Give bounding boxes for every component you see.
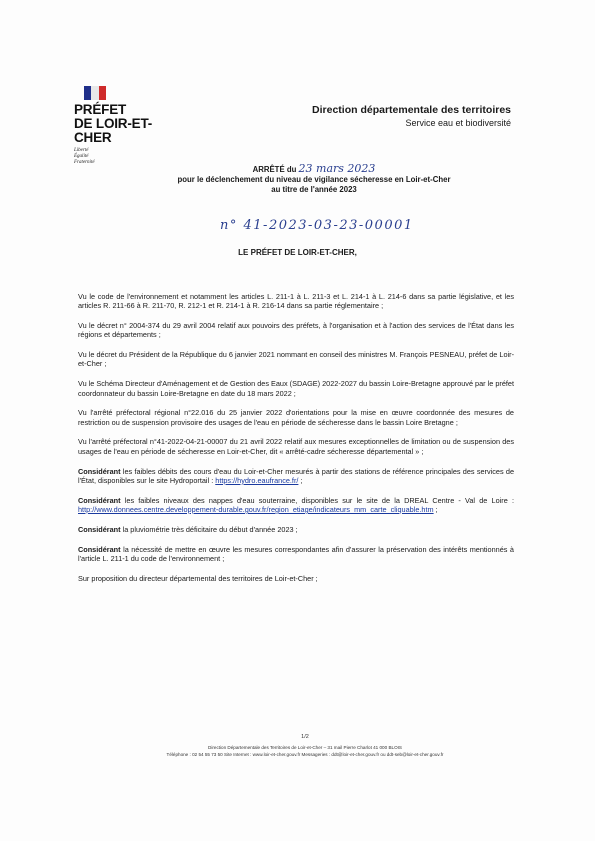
paragraph-vu-arrete-regional: Vu l'arrêté préfectoral régional n°22.016 du 25 janvier 2022 d'orientations pour la mise en œuvre coordonnée des mesures de restriction ou de suspension provisoire des usages de l'eau en période de sécheresse dans le bassin Loire Bretagne ; [78,408,514,427]
footer-contact: Téléphone : 02 54 55 73 50 Site Internet : www.loir-et-cher.gouv.fr Messageries : ddt@loir-et-cher.gouv.fr ou ddt-seb@loir-et-cher.gouv.fr [166,752,444,757]
direction-header [312,104,511,129]
arrete-subject: pour le déclenchement du niveau de vigilance sécheresse en Loir-et-Cher [177,175,451,184]
direction-name: Direction départementale des territoires [312,104,511,116]
paragraph-considerant-debits: Considérant les faibles débits des cours d'eau du Loir-et-Cher mesurés à partir des stations de référence principales des services de l'État, disponibles sur le site Hydroportail : https://hydro.eaufrance.fr/ ; [78,466,514,485]
page-number: 1/2 [301,734,309,740]
motto-egalite: Égalité [74,154,89,159]
service-name: Service eau et biodiversité [405,118,511,128]
arrete-number-handwritten: n° 41-2023-03-23-00001 [220,218,414,233]
paragraph-vu-sdage: Vu le Schéma Directeur d'Aménagement et de Gestion des Eaux (SDAGE) 2022-2027 du bassin Loire-Bretagne approuvé par le préfet coordonnateur du bassin Loire-Bretagne en date du 18 mars 2022 ; [78,379,514,398]
paragraph-considerant-mesures: Considérant la nécessité de mettre en œuvre les mesures correspondantes afin d'assurer la préservation des intérêts mentionnés à l'article L. 211-1 du code de l'environnement ; [78,544,514,563]
prefecture-name-line2: DE LOIR-ET-CHER [74,116,153,145]
paragraph-vu-decret-2004: Vu le décret n° 2004-374 du 29 avril 2004 relatif aux pouvoirs des préfets, à l'organisation et à l'action des services de l'État dans les régions et départements ; [78,321,514,340]
page-footer [60,734,550,758]
paragraph-considerant-nappes: Considérant les faibles niveaux des nappes d'eau souterraine, disponibles sur le site de la DREAL Centre - Val de Loire : http://www.donnees.centre.developpement-durable.gouv.fr/region_etiage/indicateurs_mm_carte_cliquable.htm ; [78,495,514,514]
arrete-title [124,164,504,195]
hydroportail-link[interactable]: https://hydro.eaufrance.fr/ [215,475,299,485]
arrete-year: au titre de l'année 2023 [271,185,357,194]
arrete-prefix: ARRÊTÉ du [252,165,297,174]
paragraph-vu-decret-2021: Vu le décret du Président de la République du 6 janvier 2021 nommant en conseil des ministres M. François PESNEAU, préfet de Loir-et-Cher ; [78,350,514,369]
document-body [78,292,514,593]
paragraph-vu-arrete-cadre: Vu l'arrêté préfectoral n°41-2022-04-21-00007 du 21 avril 2022 relatif aux mesures exceptionnelles de limitation ou de suspension des usages de l'eau en période de sécheresse en Loir-et-Cher, dit « arrêté-cadre sécheresse départemental » ; [78,437,514,456]
prefet-heading: LE PRÉFET DE LOIR-ET-CHER, [238,248,357,257]
prefecture-name-line1: PRÉFET [74,102,127,117]
paragraph-sur-proposition: Sur proposition du directeur départemental des territoires de Loir-et-Cher ; [78,573,318,583]
footer-address: Direction Départementale des Territoires de Loir-et-Cher – 31 mail Pierre Charlot 41 000 BLOIS [208,745,402,750]
motto-liberte: Liberté [74,148,89,153]
motto-fraternite: Fraternité [74,160,95,165]
paragraph-considerant-pluviometrie: Considérant la pluviométrie très déficitaire du début d'année 2023 ; [78,524,298,534]
paragraph-vu-code: Vu le code de l'environnement et notamment les articles L. 211-1 à L. 211-3 et L. 214-1 à L. 214-6 dans sa partie législative, et les articles R. 211-66 à R. 211-70, R. 212-1 et R. 214-1 à R. 216-14 dans sa partie réglementaire ; [78,292,514,311]
prefecture-logo [74,86,164,166]
arrete-date-handwritten: 23 mars 2023 [298,162,376,175]
marianne-flag-icon [84,86,106,100]
dreal-link[interactable]: http://www.donnees.centre.developpement-durable.gouv.fr/region_etiage/indicateurs_mm_carte_cliquable.htm [78,504,434,514]
